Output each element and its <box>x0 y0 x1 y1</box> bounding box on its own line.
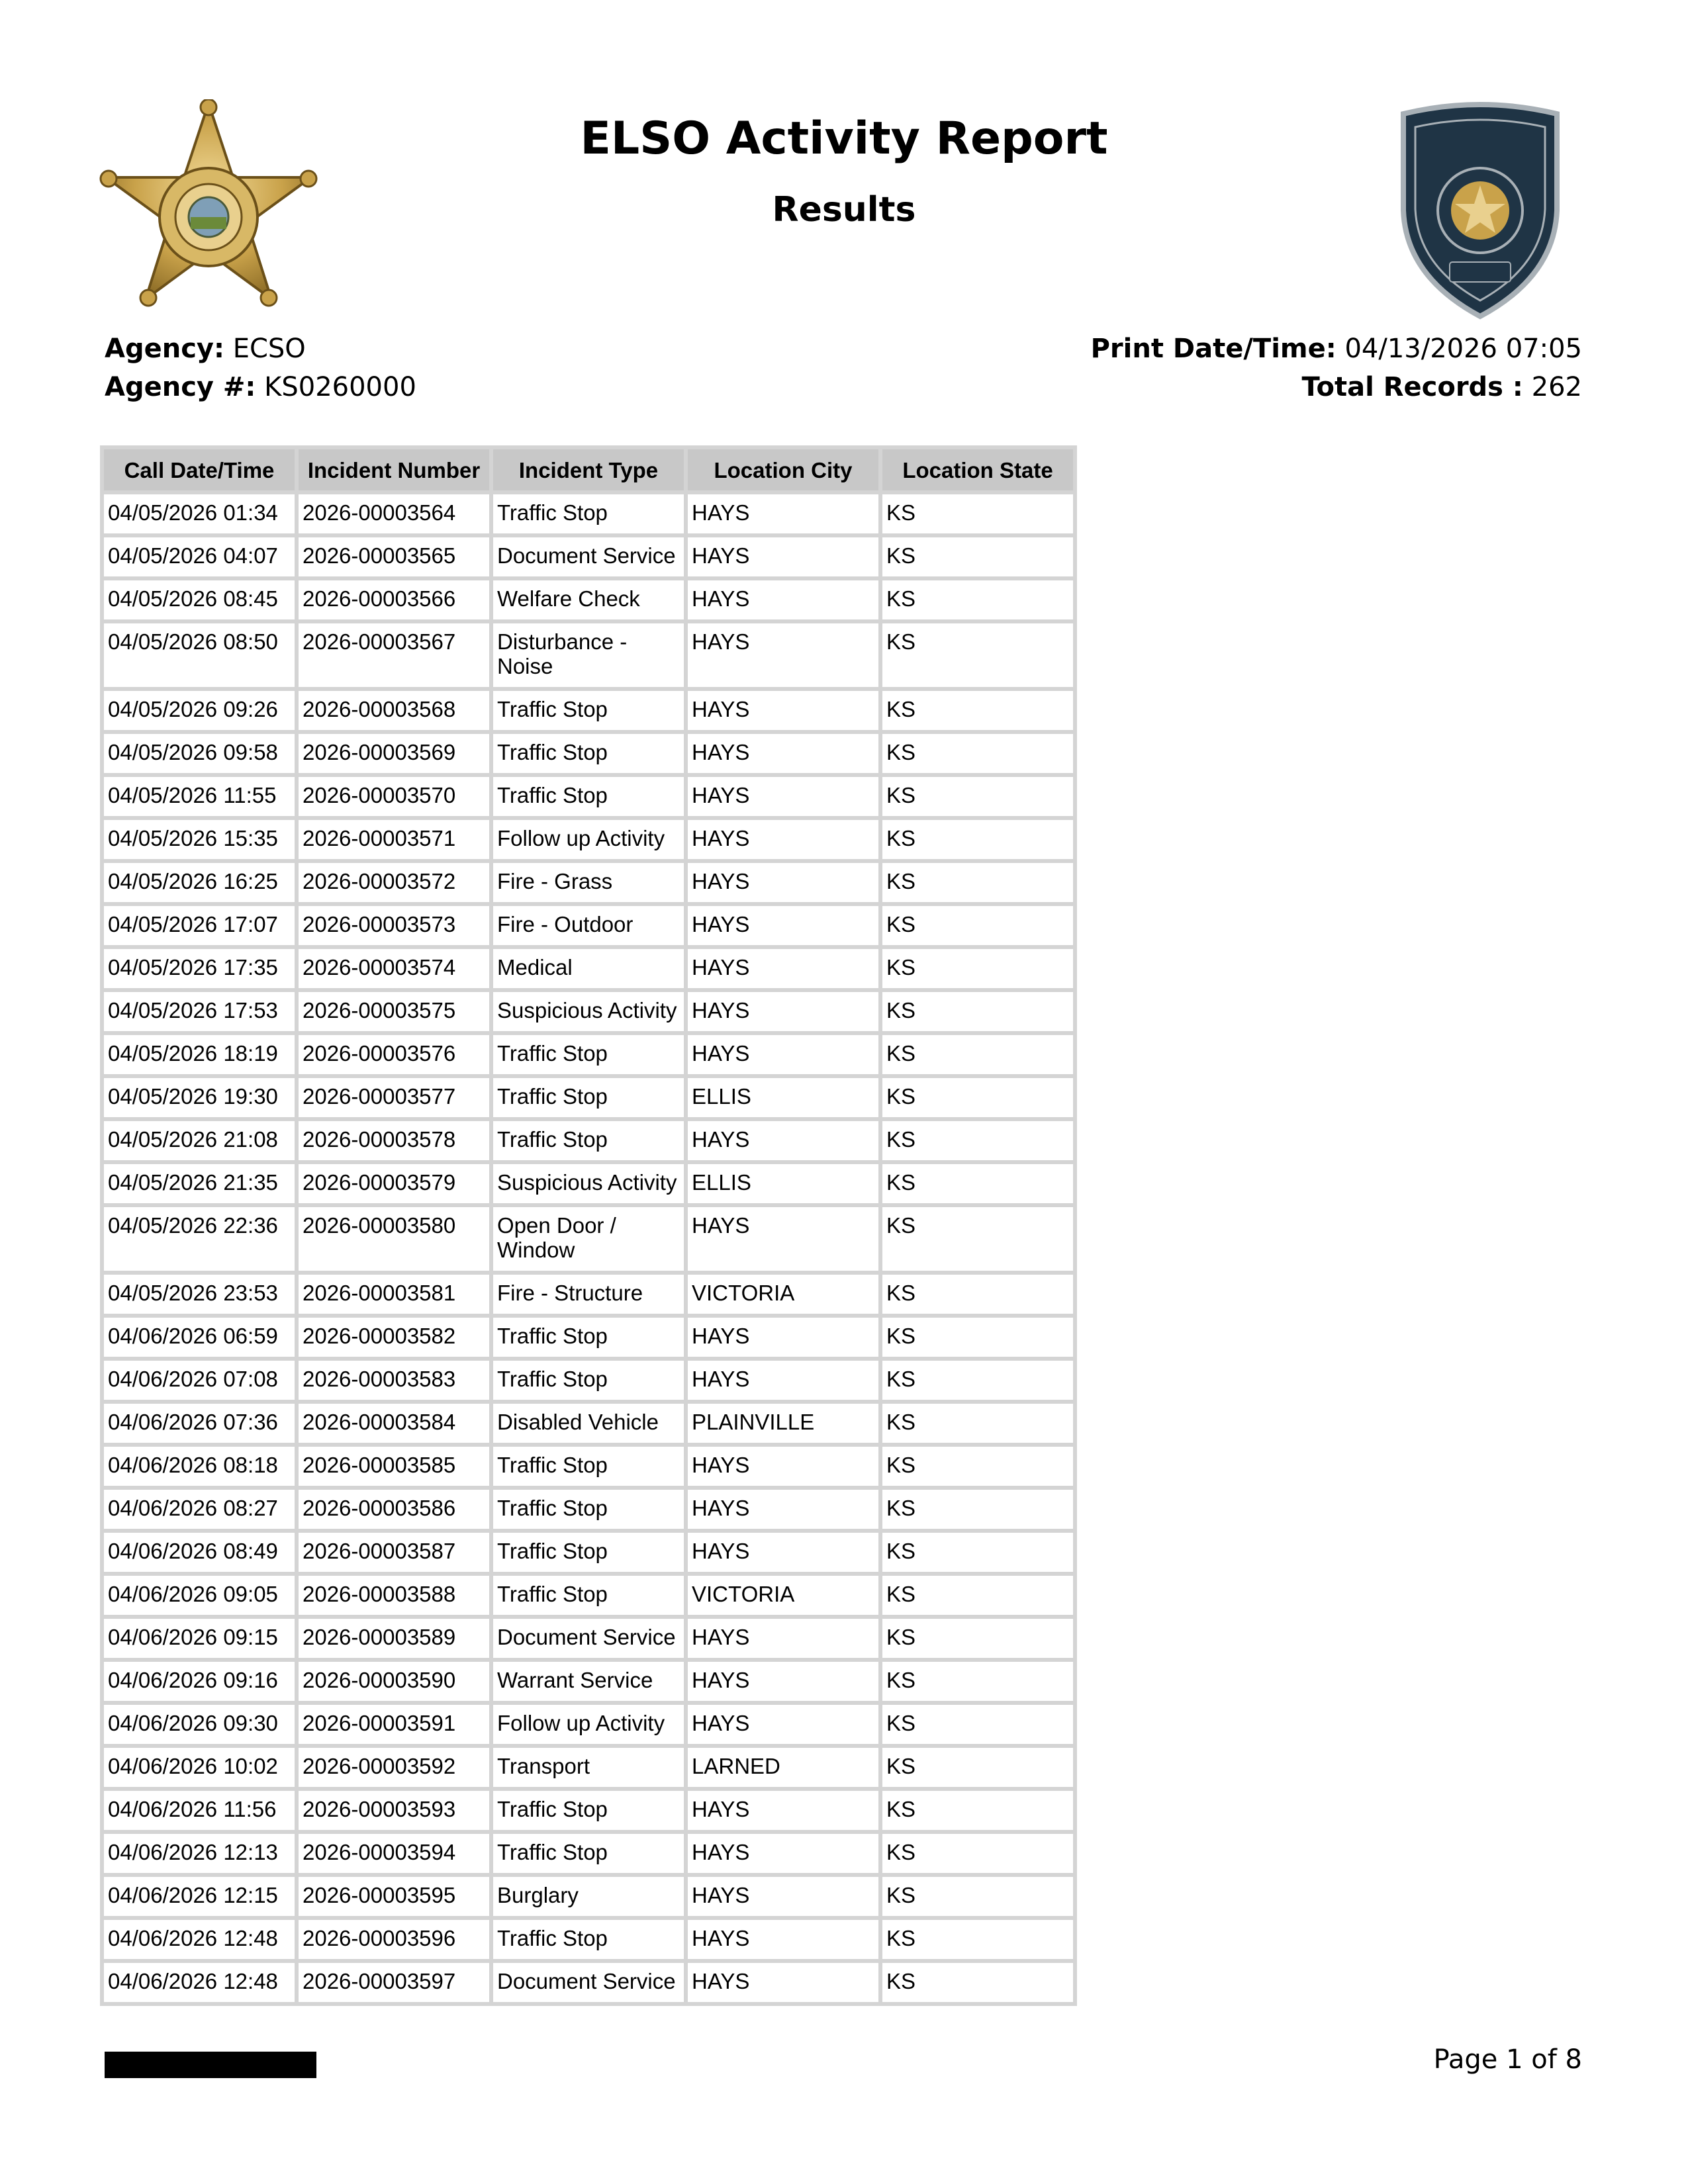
print-info <box>1091 330 1582 406</box>
location-city-cell: LARNED <box>688 1748 878 1787</box>
incident-number-cell: 2026-00003583 <box>299 1361 489 1400</box>
location-city-cell: HAYS <box>688 949 878 988</box>
location-city-cell: HAYS <box>688 734 878 773</box>
incident-type-cell: Follow up Activity <box>493 1705 684 1744</box>
incident-type-cell: Traffic Stop <box>493 1318 684 1357</box>
report-subtitle: Results <box>772 190 916 230</box>
call-date-cell: 04/05/2026 15:35 <box>104 820 295 859</box>
column-header-incident-number: Incident Number <box>299 449 489 490</box>
location-city-cell: HAYS <box>688 580 878 619</box>
incident-type-cell: Traffic Stop <box>493 734 684 773</box>
call-date-cell: 04/05/2026 21:08 <box>104 1121 295 1160</box>
incident-number-cell: 2026-00003581 <box>299 1275 489 1314</box>
call-date-cell: 04/05/2026 09:26 <box>104 691 295 730</box>
incident-number-cell: 2026-00003570 <box>299 777 489 816</box>
incident-number-cell: 2026-00003591 <box>299 1705 489 1744</box>
table-row <box>104 1078 1073 1117</box>
location-city-cell: HAYS <box>688 1121 878 1160</box>
redaction-bar <box>105 2052 316 2078</box>
location-city-cell: VICTORIA <box>688 1275 878 1314</box>
location-state-cell: KS <box>882 1705 1073 1744</box>
incident-number-cell: 2026-00003578 <box>299 1121 489 1160</box>
location-city-cell: PLAINVILLE <box>688 1404 878 1443</box>
location-state-cell: KS <box>882 1748 1073 1787</box>
incident-number-cell: 2026-00003585 <box>299 1447 489 1486</box>
location-state-cell: KS <box>882 1619 1073 1658</box>
location-city-cell: ELLIS <box>688 1078 878 1117</box>
table-row <box>104 1877 1073 1916</box>
incident-type-cell: Disturbance - Noise <box>493 623 684 687</box>
incident-number-cell: 2026-00003593 <box>299 1791 489 1830</box>
location-city-cell: HAYS <box>688 1490 878 1529</box>
table-row <box>104 734 1073 773</box>
table-row <box>104 1920 1073 1959</box>
incident-number-cell: 2026-00003596 <box>299 1920 489 1959</box>
call-date-cell: 04/05/2026 17:35 <box>104 949 295 988</box>
agency-info <box>105 330 416 406</box>
location-state-cell: KS <box>882 623 1073 687</box>
table-row <box>104 1447 1073 1486</box>
table-row <box>104 1705 1073 1744</box>
location-state-cell: KS <box>882 949 1073 988</box>
location-state-cell: KS <box>882 1035 1073 1074</box>
page-number: Page 1 of 8 <box>1433 2044 1582 2075</box>
incident-number-cell: 2026-00003597 <box>299 1963 489 2002</box>
table-row <box>104 1963 1073 2002</box>
call-date-cell: 04/05/2026 18:19 <box>104 1035 295 1074</box>
agency-number-label: Agency #: <box>105 372 256 402</box>
incident-number-cell: 2026-00003580 <box>299 1207 489 1271</box>
agency-number-line <box>105 368 416 406</box>
location-city-cell: HAYS <box>688 1963 878 2002</box>
incident-type-cell: Traffic Stop <box>493 1078 684 1117</box>
column-header-incident-type: Incident Type <box>493 449 684 490</box>
location-state-cell: KS <box>882 734 1073 773</box>
call-date-cell: 04/05/2026 11:55 <box>104 777 295 816</box>
table-row <box>104 1275 1073 1314</box>
call-date-cell: 04/05/2026 17:07 <box>104 906 295 945</box>
incident-number-cell: 2026-00003592 <box>299 1748 489 1787</box>
location-city-cell: HAYS <box>688 1318 878 1357</box>
table-row <box>104 992 1073 1031</box>
location-state-cell: KS <box>882 1447 1073 1486</box>
incident-number-cell: 2026-00003576 <box>299 1035 489 1074</box>
incident-type-cell: Traffic Stop <box>493 1533 684 1572</box>
incident-type-cell: Burglary <box>493 1877 684 1916</box>
location-city-cell: HAYS <box>688 691 878 730</box>
table-row <box>104 1121 1073 1160</box>
call-date-cell: 04/06/2026 08:18 <box>104 1447 295 1486</box>
incident-type-cell: Suspicious Activity <box>493 1164 684 1203</box>
call-date-cell: 04/05/2026 21:35 <box>104 1164 295 1203</box>
location-city-cell: HAYS <box>688 537 878 576</box>
table-row <box>104 1791 1073 1830</box>
location-state-cell: KS <box>882 1877 1073 1916</box>
incident-number-cell: 2026-00003595 <box>299 1877 489 1916</box>
incident-type-cell: Fire - Outdoor <box>493 906 684 945</box>
call-date-cell: 04/05/2026 23:53 <box>104 1275 295 1314</box>
call-date-cell: 04/05/2026 16:25 <box>104 863 295 902</box>
call-date-cell: 04/06/2026 07:08 <box>104 1361 295 1400</box>
location-state-cell: KS <box>882 1662 1073 1701</box>
table-row <box>104 1533 1073 1572</box>
incident-number-cell: 2026-00003565 <box>299 537 489 576</box>
incident-type-cell: Traffic Stop <box>493 494 684 533</box>
call-date-cell: 04/06/2026 12:13 <box>104 1834 295 1873</box>
location-state-cell: KS <box>882 1361 1073 1400</box>
incident-number-cell: 2026-00003575 <box>299 992 489 1031</box>
agency-line <box>105 330 416 368</box>
incident-number-cell: 2026-00003594 <box>299 1834 489 1873</box>
location-city-cell: HAYS <box>688 1361 878 1400</box>
call-date-cell: 04/05/2026 01:34 <box>104 494 295 533</box>
incident-type-cell: Disabled Vehicle <box>493 1404 684 1443</box>
call-date-cell: 04/06/2026 12:15 <box>104 1877 295 1916</box>
location-city-cell: HAYS <box>688 906 878 945</box>
location-state-cell: KS <box>882 537 1073 576</box>
call-date-cell: 04/06/2026 09:16 <box>104 1662 295 1701</box>
call-date-cell: 04/06/2026 08:27 <box>104 1490 295 1529</box>
table-row <box>104 949 1073 988</box>
call-date-cell: 04/06/2026 07:36 <box>104 1404 295 1443</box>
location-city-cell: HAYS <box>688 1207 878 1271</box>
incident-number-cell: 2026-00003579 <box>299 1164 489 1203</box>
incident-number-cell: 2026-00003587 <box>299 1533 489 1572</box>
agency-label: Agency: <box>105 334 224 364</box>
incident-type-cell: Document Service <box>493 537 684 576</box>
incident-type-cell: Traffic Stop <box>493 1121 684 1160</box>
call-date-cell: 04/06/2026 09:05 <box>104 1576 295 1615</box>
call-date-cell: 04/06/2026 11:56 <box>104 1791 295 1830</box>
location-city-cell: HAYS <box>688 623 878 687</box>
location-city-cell: HAYS <box>688 1619 878 1658</box>
incident-number-cell: 2026-00003566 <box>299 580 489 619</box>
table-row <box>104 1576 1073 1615</box>
call-date-cell: 04/05/2026 22:36 <box>104 1207 295 1271</box>
table-row <box>104 1207 1073 1271</box>
incident-number-cell: 2026-00003588 <box>299 1576 489 1615</box>
table-row <box>104 1490 1073 1529</box>
table-body <box>104 494 1073 2002</box>
incident-type-cell: Traffic Stop <box>493 1035 684 1074</box>
call-date-cell: 04/06/2026 09:15 <box>104 1619 295 1658</box>
call-date-cell: 04/05/2026 08:50 <box>104 623 295 687</box>
location-city-cell: HAYS <box>688 1035 878 1074</box>
incident-type-cell: Warrant Service <box>493 1662 684 1701</box>
table-header-row <box>104 449 1073 490</box>
incident-type-cell: Transport <box>493 1748 684 1787</box>
location-state-cell: KS <box>882 1121 1073 1160</box>
location-state-cell: KS <box>882 992 1073 1031</box>
location-state-cell: KS <box>882 820 1073 859</box>
call-date-cell: 04/05/2026 04:07 <box>104 537 295 576</box>
incident-type-cell: Traffic Stop <box>493 1576 684 1615</box>
location-state-cell: KS <box>882 777 1073 816</box>
incident-type-cell: Traffic Stop <box>493 691 684 730</box>
incident-type-cell: Traffic Stop <box>493 1447 684 1486</box>
incident-type-cell: Fire - Structure <box>493 1275 684 1314</box>
location-city-cell: HAYS <box>688 820 878 859</box>
total-records-line <box>1091 368 1582 406</box>
call-date-cell: 04/06/2026 12:48 <box>104 1963 295 2002</box>
incident-number-cell: 2026-00003589 <box>299 1619 489 1658</box>
table-row <box>104 1834 1073 1873</box>
location-state-cell: KS <box>882 1318 1073 1357</box>
report-title: ELSO Activity Report <box>580 113 1108 165</box>
location-state-cell: KS <box>882 580 1073 619</box>
table-row <box>104 906 1073 945</box>
table-row <box>104 1662 1073 1701</box>
location-state-cell: KS <box>882 1207 1073 1271</box>
table-row <box>104 1748 1073 1787</box>
table-row <box>104 1404 1073 1443</box>
location-city-cell: HAYS <box>688 1834 878 1873</box>
call-date-cell: 04/05/2026 08:45 <box>104 580 295 619</box>
location-city-cell: HAYS <box>688 1877 878 1916</box>
incident-type-cell: Traffic Stop <box>493 1834 684 1873</box>
print-date-label: Print Date/Time: <box>1090 334 1336 364</box>
call-date-cell: 04/06/2026 06:59 <box>104 1318 295 1357</box>
call-date-cell: 04/06/2026 10:02 <box>104 1748 295 1787</box>
table-row <box>104 1318 1073 1357</box>
location-city-cell: HAYS <box>688 1791 878 1830</box>
table-row <box>104 580 1073 619</box>
location-state-cell: KS <box>882 1920 1073 1959</box>
incident-number-cell: 2026-00003573 <box>299 906 489 945</box>
activity-table <box>100 445 1077 2006</box>
location-city-cell: HAYS <box>688 1533 878 1572</box>
location-state-cell: KS <box>882 1490 1073 1529</box>
column-header-location-state: Location State <box>882 449 1073 490</box>
table-row <box>104 1361 1073 1400</box>
call-date-cell: 04/06/2026 09:30 <box>104 1705 295 1744</box>
table-row <box>104 863 1073 902</box>
incident-type-cell: Medical <box>493 949 684 988</box>
table-row <box>104 1164 1073 1203</box>
call-date-cell: 04/06/2026 12:48 <box>104 1920 295 1959</box>
call-date-cell: 04/05/2026 17:53 <box>104 992 295 1031</box>
location-state-cell: KS <box>882 906 1073 945</box>
location-state-cell: KS <box>882 1576 1073 1615</box>
location-state-cell: KS <box>882 1791 1073 1830</box>
location-state-cell: KS <box>882 1078 1073 1117</box>
incident-type-cell: Open Door / Window <box>493 1207 684 1271</box>
incident-number-cell: 2026-00003567 <box>299 623 489 687</box>
location-state-cell: KS <box>882 1963 1073 2002</box>
incident-type-cell: Document Service <box>493 1619 684 1658</box>
incident-number-cell: 2026-00003577 <box>299 1078 489 1117</box>
column-header-location-city: Location City <box>688 449 878 490</box>
print-date-line <box>1091 330 1582 368</box>
location-state-cell: KS <box>882 494 1073 533</box>
table-row <box>104 691 1073 730</box>
incident-number-cell: 2026-00003568 <box>299 691 489 730</box>
incident-number-cell: 2026-00003584 <box>299 1404 489 1443</box>
incident-number-cell: 2026-00003564 <box>299 494 489 533</box>
incident-type-cell: Traffic Stop <box>493 1361 684 1400</box>
column-header-call-date: Call Date/Time <box>104 449 295 490</box>
location-city-cell: HAYS <box>688 1662 878 1701</box>
incident-type-cell: Fire - Grass <box>493 863 684 902</box>
incident-type-cell: Traffic Stop <box>493 1920 684 1959</box>
location-city-cell: HAYS <box>688 1705 878 1744</box>
location-state-cell: KS <box>882 1275 1073 1314</box>
location-state-cell: KS <box>882 1834 1073 1873</box>
location-state-cell: KS <box>882 1533 1073 1572</box>
table-row <box>104 494 1073 533</box>
table-row <box>104 1619 1073 1658</box>
incident-number-cell: 2026-00003569 <box>299 734 489 773</box>
call-date-cell: 04/05/2026 09:58 <box>104 734 295 773</box>
location-city-cell: HAYS <box>688 863 878 902</box>
incident-number-cell: 2026-00003586 <box>299 1490 489 1529</box>
agency-value: ECSO <box>232 334 306 364</box>
incident-number-cell: 2026-00003574 <box>299 949 489 988</box>
location-state-cell: KS <box>882 691 1073 730</box>
incident-type-cell: Document Service <box>493 1963 684 2002</box>
incident-type-cell: Welfare Check <box>493 580 684 619</box>
table-row <box>104 820 1073 859</box>
location-city-cell: HAYS <box>688 494 878 533</box>
incident-type-cell: Traffic Stop <box>493 1791 684 1830</box>
location-state-cell: KS <box>882 1164 1073 1203</box>
location-city-cell: VICTORIA <box>688 1576 878 1615</box>
incident-type-cell: Traffic Stop <box>493 777 684 816</box>
location-city-cell: HAYS <box>688 1447 878 1486</box>
location-city-cell: HAYS <box>688 992 878 1031</box>
print-date-value: 04/13/2026 07:05 <box>1344 334 1582 364</box>
agency-number-value: KS0260000 <box>264 372 416 402</box>
incident-type-cell: Traffic Stop <box>493 1490 684 1529</box>
incident-number-cell: 2026-00003571 <box>299 820 489 859</box>
total-records-value: 262 <box>1531 372 1582 402</box>
call-date-cell: 04/06/2026 08:49 <box>104 1533 295 1572</box>
location-state-cell: KS <box>882 1404 1073 1443</box>
total-records-label: Total Records : <box>1301 372 1523 402</box>
incident-type-cell: Suspicious Activity <box>493 992 684 1031</box>
location-city-cell: HAYS <box>688 1920 878 1959</box>
table-row <box>104 537 1073 576</box>
table-row <box>104 623 1073 687</box>
incident-number-cell: 2026-00003582 <box>299 1318 489 1357</box>
incident-number-cell: 2026-00003572 <box>299 863 489 902</box>
call-date-cell: 04/05/2026 19:30 <box>104 1078 295 1117</box>
incident-number-cell: 2026-00003590 <box>299 1662 489 1701</box>
location-city-cell: HAYS <box>688 777 878 816</box>
location-state-cell: KS <box>882 863 1073 902</box>
table-row <box>104 1035 1073 1074</box>
table-row <box>104 777 1073 816</box>
incident-type-cell: Follow up Activity <box>493 820 684 859</box>
location-city-cell: ELLIS <box>688 1164 878 1203</box>
